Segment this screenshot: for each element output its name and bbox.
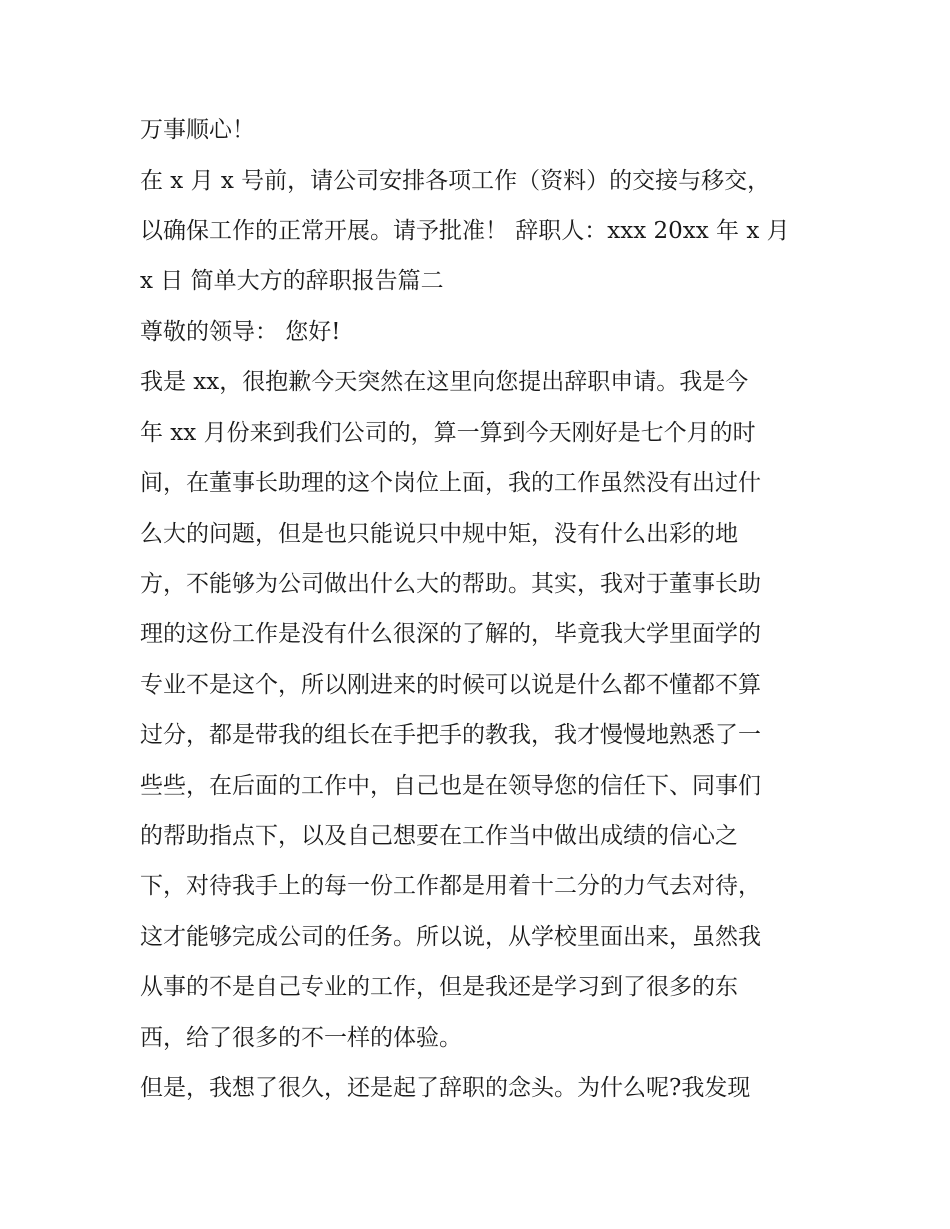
text-line: 西，给了很多的不一样的体验。 [140, 1025, 462, 1051]
text-line: 以确保工作的正常开展。请予批准！ 辞职人：xxx 20xx 年 x 月 [140, 218, 790, 244]
text-line: 理的这份工作是没有什么很深的了解的，毕竟我大学里面学的 [140, 621, 761, 647]
text-line: 么大的问题，但是也只能说只中规中矩，没有什么出彩的地 [140, 521, 738, 547]
text-line: 万事顺心！ [140, 117, 255, 143]
text-line: 但是，我想了很久，还是起了辞职的念头。为什么呢?我发现 [140, 1075, 751, 1101]
text-line: 过分，都是带我的组长在手把手的教我，我才慢慢地熟悉了一 [140, 722, 761, 748]
text-line: 下，对待我手上的每一份工作都是用着十二分的力气去对待， [140, 873, 761, 899]
text-line: 我是 xx，很抱歉今天突然在这里向您提出辞职申请。我是今 [140, 369, 749, 395]
text-line: 的帮助指点下，以及自己想要在工作当中做出成绩的信心之 [140, 823, 738, 849]
text-line: x 日 简单大方的辞职报告篇二 [140, 268, 444, 294]
text-line: 些些，在后面的工作中，自己也是在领导您的信任下、同事们 [140, 773, 761, 799]
text-line: 专业不是这个，所以刚进来的时候可以说是什么都不懂都不算 [140, 672, 761, 698]
text-line: 这才能够完成公司的任务。所以说，从学校里面出来，虽然我 [140, 924, 761, 950]
text-line: 方，不能够为公司做出什么大的帮助。其实，我对于董事长助 [140, 571, 761, 597]
text-line: 年 xx 月份来到我们公司的，算一算到今天刚好是七个月的时 [140, 420, 756, 446]
salutation-line: 尊敬的领导： 您好! [140, 319, 341, 345]
text-line: 在 x 月 x 号前，请公司安排各项工作（资料）的交接与移交， [140, 168, 771, 194]
text-line: 从事的不是自己专业的工作，但是我还是学习到了很多的东 [140, 974, 738, 1000]
text-line: 间，在董事长助理的这个岗位上面，我的工作虽然没有出过什 [140, 470, 761, 496]
